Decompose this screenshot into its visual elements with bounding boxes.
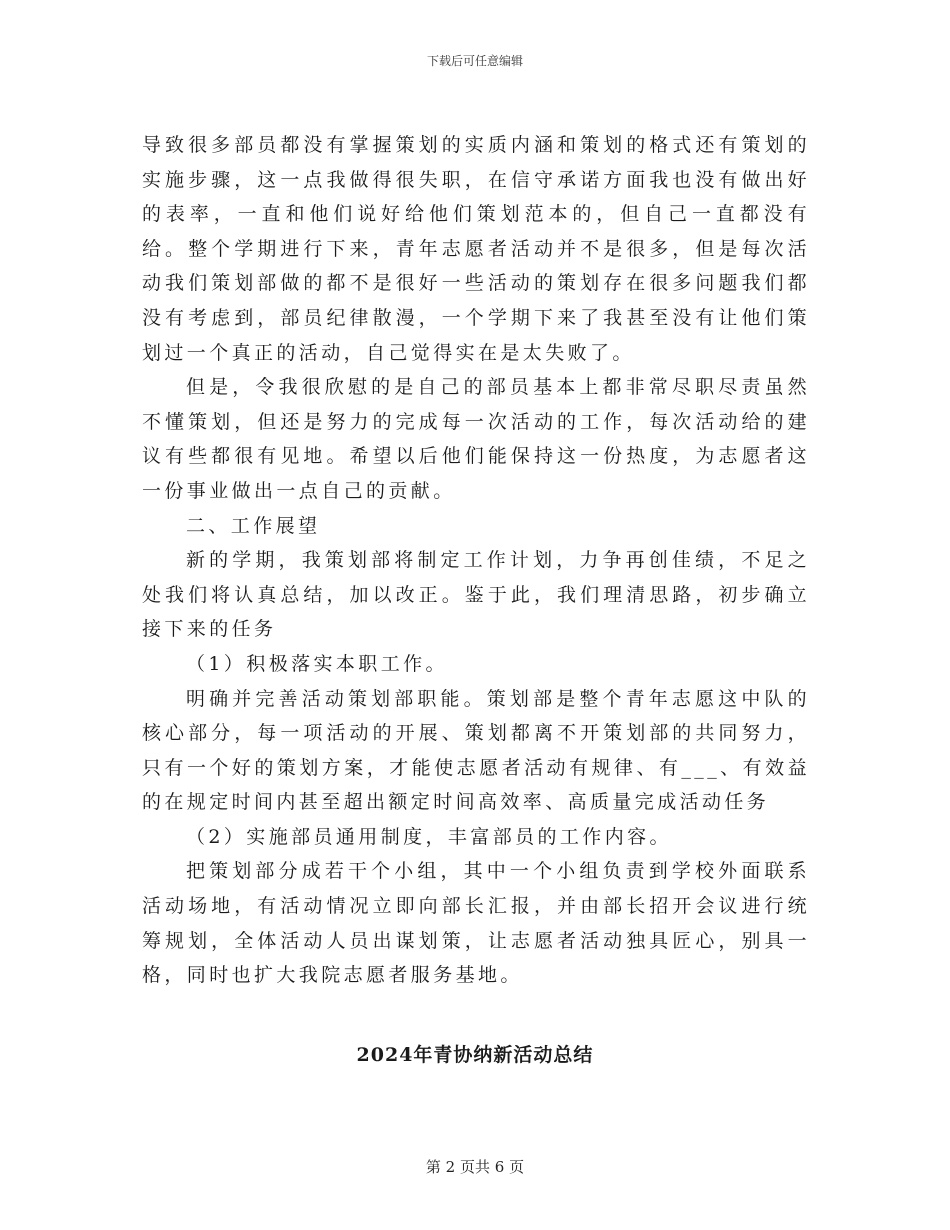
- paragraph-positive-note: 但是，令我很欣慰的是自己的部员基本上都非常尽职尽责虽然不懂策划，但还是努力的完成每一次活动的工作，每次活动给的建议有些都很有见地。希望以后他们能保持这一份热度，为志愿者这一份事业做出一点自己的贡献。: [142, 376, 810, 502]
- paragraph-groups: 把策划部分成若干个小组，其中一个小组负责到学校外面联系活动场地，有活动情况立即向部长汇报，并由部长招开会议进行统筹规划，全体活动人员出谋划策，让志愿者活动独具匠心，别具一格，同时也扩大我院志愿者服务基地。: [142, 860, 810, 987]
- paragraph-department-role: 明确并完善活动策划部职能。策划部是整个青年志愿这中队的核心部分，每一项活动的开展、策划都离不开策划部的共同努力，只有一个好的策划方案，才能使志愿者活动有规律、有___、有效益的在规定时间内甚至超出额定时间高效率、高质量完成活动任务: [142, 687, 810, 814]
- list-item-1: （1）积极落实本职工作。: [186, 652, 448, 675]
- paragraph-continuation: 导致很多部员都没有掌握策划的实质内涵和策划的格式还有策划的实施步骤，这一点我做得很失职，在信守承诺方面我也没有做出好的表率，一直和他们说好给他们策划范本的，但自己一直都没有给。整个学期进行下来，青年志愿者活动并不是很多，但是每次活动我们策划部做的都不是很好一些活动的策划存在很多问题我们都没有考虑到，部员纪律散漫，一个学期下来了我甚至没有让他们策划过一个真正的活动，自己觉得实在是太失败了。: [142, 134, 810, 364]
- list-item-2: （2）实施部员通用制度，丰富部员的工作内容。: [186, 825, 672, 848]
- document-body: [142, 128, 810, 993]
- next-document-title: 2024年青协纳新活动总结: [356, 1044, 594, 1066]
- paragraph-new-term: 新的学期，我策划部将制定工作计划，力争再创佳绩，不足之处我们将认真总结，加以改正。鉴于此，我们理清思路，初步确立接下来的任务: [142, 549, 810, 641]
- page-number: 第 2 页共 6 页: [425, 1158, 525, 1176]
- section-heading-outlook: 二、工作展望: [186, 514, 321, 537]
- header-note: 下载后可任意编辑: [426, 54, 523, 68]
